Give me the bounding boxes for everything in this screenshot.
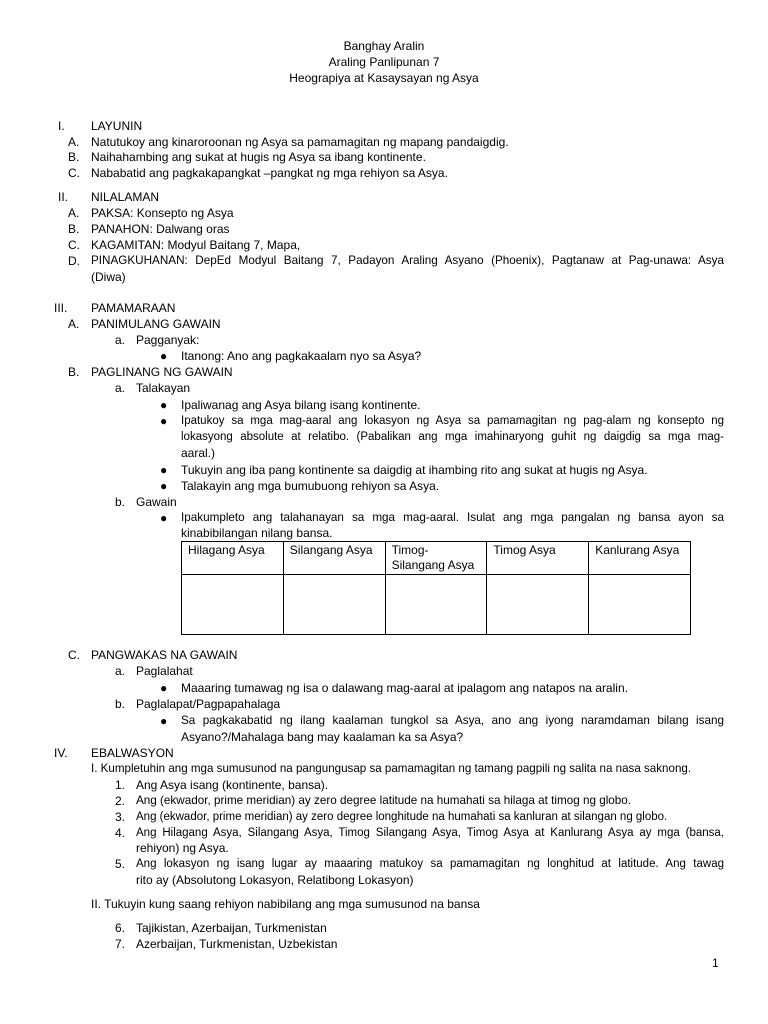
bullet-item-continued: lokasyong absolute at relatibo. (Pabalikan ang mga imahinaryong guhit ng daigdig sa mga mag- bbox=[181, 431, 724, 443]
bullet-icon: ● bbox=[160, 398, 168, 412]
sublist-title: Paglalapat/Pagpapahalaga bbox=[136, 697, 281, 711]
list-letter: C. bbox=[68, 238, 80, 252]
subsection-title: PANGWAKAS NA GAWAIN bbox=[91, 648, 238, 662]
bullet-item: Ipatukoy sa mga mag-aaral ang lokasyon ng Asya sa pamamagitan ng pag-alam ng konsepto ng bbox=[181, 415, 724, 427]
item-number: 5. bbox=[115, 857, 126, 871]
table-header-cell: Timog Asya bbox=[487, 542, 589, 575]
item-number: 3. bbox=[115, 810, 126, 824]
bullet-item-continued: kinabibilangan nilang bansa. bbox=[181, 526, 333, 540]
question-item: Ang (ekwador, prime meridian) ay zero degree latitude na humahati sa hilaga at timog ng globo. bbox=[136, 794, 632, 807]
bullet-item-continued: Asyano?/Mahalaga bang may kaalaman ka sa Asya? bbox=[181, 730, 464, 744]
list-item: PANAHON: Dalwang oras bbox=[91, 222, 230, 236]
section-title: EBALWASYON bbox=[91, 746, 174, 760]
doc-topic: Heograpiya at Kasaysayan ng Asya bbox=[289, 71, 479, 85]
section-title: NILALAMAN bbox=[91, 190, 160, 204]
bullet-icon: ● bbox=[160, 714, 168, 728]
section-number: III. bbox=[54, 301, 68, 315]
sublist-title: Gawain bbox=[136, 495, 177, 509]
table-header-row bbox=[182, 542, 691, 575]
subsection-title: PANIMULANG GAWAIN bbox=[91, 317, 221, 331]
table-cell[interactable] bbox=[589, 575, 691, 635]
table-cell[interactable] bbox=[182, 575, 284, 635]
table-row bbox=[182, 575, 691, 635]
table-header-cell: Silangang Asya bbox=[283, 542, 385, 575]
list-letter: B. bbox=[68, 150, 80, 164]
item-number: 2. bbox=[115, 794, 126, 808]
bullet-icon: ● bbox=[160, 463, 168, 477]
table-cell[interactable] bbox=[283, 575, 385, 635]
sublist-letter: a. bbox=[115, 333, 126, 347]
list-item: PAKSA: Konsepto ng Asya bbox=[91, 206, 234, 220]
bullet-icon: ● bbox=[160, 479, 168, 493]
bullet-item: Sa pagkakabatid ng ilang kaalaman tungkol sa Asya, ano ang iyong naramdaman bilang isang bbox=[181, 714, 724, 727]
question-item-continued: rito ay (Absolutong Lokasyon, Relatibong Lokasyon) bbox=[136, 873, 414, 887]
question-item: Ang Asya isang (kontinente, bansa). bbox=[136, 778, 329, 792]
bullet-item-continued: aaral.) bbox=[181, 446, 216, 460]
doc-subject: Araling Panlipunan 7 bbox=[328, 55, 440, 69]
list-item: PINAGKUHANAN: DepEd Modyul Baitang 7, Padayon Araling Asyano (Phoenix), Pagtanaw at Pag-unawa: Asya bbox=[91, 254, 724, 267]
bullet-icon: ● bbox=[160, 349, 168, 363]
subsection-title: PAGLINANG NG GAWAIN bbox=[91, 365, 233, 379]
sublist-letter: a. bbox=[115, 664, 126, 678]
list-item: Naihahambing ang sukat at hugis ng Asya sa ibang kontinente. bbox=[91, 150, 426, 164]
list-item-continued: (Diwa) bbox=[91, 270, 126, 284]
table-header-cell: Hilagang Asya bbox=[182, 542, 284, 575]
section-number: I. bbox=[58, 119, 65, 133]
list-letter: A. bbox=[68, 317, 80, 331]
bullet-item: Maaaring tumawag ng isa o dalawang mag-aaral at ipalagom ang natapos na aralin. bbox=[181, 681, 628, 695]
list-letter: B. bbox=[68, 365, 80, 379]
section-title: LAYUNIN bbox=[91, 119, 143, 133]
item-number: 4. bbox=[115, 826, 126, 840]
bullet-item: Ipaliwanag ang Asya bilang isang kontinente. bbox=[181, 398, 421, 412]
sublist-letter: b. bbox=[115, 495, 126, 509]
list-item: KAGAMITAN: Modyul Baitang 7, Mapa, bbox=[91, 238, 301, 252]
table-cell[interactable] bbox=[487, 575, 589, 635]
sublist-title: Talakayan bbox=[136, 381, 191, 395]
section-title: PAMAMARAAN bbox=[91, 301, 176, 315]
section-number: II. bbox=[58, 190, 69, 204]
item-number: 1. bbox=[115, 778, 126, 792]
bullet-item: Ipakumpleto ang talahanayan sa mga mag-aaral. Isulat ang mga pangalan ng bansa ayon sa bbox=[181, 511, 724, 524]
bullet-icon: ● bbox=[160, 414, 168, 428]
list-letter: C. bbox=[68, 648, 80, 662]
item-number: 7. bbox=[115, 937, 126, 951]
instruction: I. Kumpletuhin ang mga sumusunod na pangungusap sa pamamagitan ng tamang pagpili ng salita na nasa saknong. bbox=[91, 762, 692, 775]
bullet-item: Tukuyin ang iba pang kontinente sa daigdig at ihambing rito ang sukat at hugis ng Asya. bbox=[181, 463, 648, 477]
question-item-continued: rehiyon) ng Asya. bbox=[136, 841, 229, 855]
sublist-title: Paglalahat bbox=[136, 664, 193, 678]
question-item: Ang lokasyon ng isang lugar ay maaaring matukoy sa pamamagitan ng longhitud at latitude. Ang tawag bbox=[136, 858, 724, 870]
sublist-title: Pagganyak: bbox=[136, 333, 200, 347]
list-letter: B. bbox=[68, 222, 80, 236]
bullet-icon: ● bbox=[160, 681, 168, 695]
sublist-letter: a. bbox=[115, 381, 126, 395]
region-table bbox=[181, 541, 691, 635]
doc-title: Banghay Aralin bbox=[343, 39, 425, 53]
bullet-item: Itanong: Ano ang pagkakaalam nyo sa Asya? bbox=[181, 349, 422, 363]
question-item: Ang (ekwador, prime meridian) ay zero degree longhitude na humahati sa kanluran at silangan ng globo. bbox=[136, 811, 668, 823]
question-item: Tajikistan, Azerbaijan, Turkmenistan bbox=[136, 921, 327, 935]
list-item: Natutukoy ang kinaroroonan ng Asya sa pamamagitan ng mapang pandaigdig. bbox=[91, 135, 509, 149]
list-letter: A. bbox=[68, 206, 80, 220]
bullet-item: Talakayin ang mga bumubuong rehiyon sa Asya. bbox=[181, 479, 440, 493]
list-letter: D. bbox=[68, 254, 80, 268]
table-header-cell: Timog- Silangang Asya bbox=[385, 542, 487, 575]
item-number: 6. bbox=[115, 921, 126, 935]
table-cell[interactable] bbox=[385, 575, 487, 635]
instruction: II. Tukuyin kung saang rehiyon nabibilang ang mga sumusunod na bansa bbox=[91, 897, 480, 911]
section-number: IV. bbox=[54, 746, 68, 760]
table-header-cell: Kanlurang Asya bbox=[589, 542, 691, 575]
question-item: Ang Hilagang Asya, Silangang Asya, Timog Silangang Asya, Timog Asya at Kanlurang Asya ay mga (bansa, bbox=[136, 827, 724, 839]
page-number: 1 bbox=[712, 956, 719, 970]
sublist-letter: b. bbox=[115, 697, 126, 711]
bullet-icon: ● bbox=[160, 511, 168, 525]
list-letter: A. bbox=[68, 135, 80, 149]
question-item: Azerbaijan, Turkmenistan, Uzbekistan bbox=[136, 937, 338, 951]
list-letter: C. bbox=[68, 166, 80, 180]
list-item: Nababatid ang pagkakapangkat –pangkat ng mga rehiyon sa Asya. bbox=[91, 166, 448, 180]
